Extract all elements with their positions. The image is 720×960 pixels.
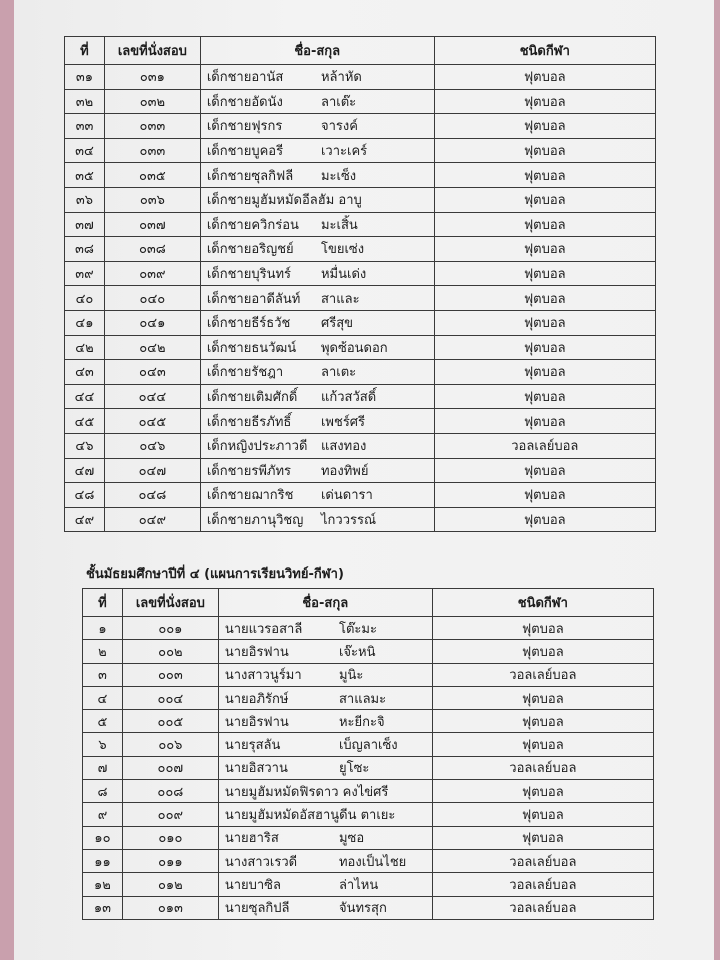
table-row — [65, 138, 656, 163]
last-name: สาแลมะ — [338, 691, 387, 707]
last-name: ล่าไหน — [338, 877, 379, 893]
first-name: นายอิสวาน — [224, 761, 288, 777]
seat-number: ๐๓๗ — [104, 212, 200, 237]
seat-number: ๐๐๓ — [122, 663, 218, 686]
sport-type: ฟุตบอล — [432, 640, 653, 663]
row-number: ๓๖ — [65, 187, 105, 212]
row-number: ๑ — [83, 617, 123, 640]
seat-number: ๐๔๓ — [104, 360, 200, 385]
first-name: เด็กชายเติมศักดิ์ — [206, 390, 298, 406]
header-num: ที่ — [65, 37, 105, 65]
student-name — [218, 640, 432, 663]
table-row — [65, 335, 656, 360]
first-name: นายแวรอสาลี — [224, 621, 303, 637]
first-name: นางสาวนูร์มา — [224, 668, 302, 684]
sport-type: วอลเลย์บอล — [432, 663, 653, 686]
first-name: เด็กชายธีรภัทธิ์ — [206, 414, 292, 430]
last-name: ทองเป็นไชย — [338, 854, 407, 870]
student-name — [218, 617, 432, 640]
last-name: เวาะเคร์ — [320, 144, 368, 160]
first-name: เด็กชายอาดีลันท์ — [206, 291, 301, 307]
sport-type: ฟุตบอล — [432, 710, 653, 733]
header-name: ชื่อ-สกุล — [200, 37, 434, 65]
student-name — [200, 261, 434, 286]
last-name: มะเสิ้น — [320, 217, 358, 233]
table-row — [83, 756, 654, 779]
table-row — [65, 310, 656, 335]
sport-type: ฟุตบอล — [434, 507, 655, 532]
seat-number: ๐๓๖ — [104, 187, 200, 212]
sport-type: ฟุตบอล — [434, 65, 655, 90]
table-row — [65, 360, 656, 385]
row-number: ๔๐ — [65, 286, 105, 311]
sport-type: ฟุตบอล — [434, 335, 655, 360]
student-name — [200, 237, 434, 262]
header-name: ชื่อ-สกุล — [218, 589, 432, 617]
first-name: เด็กชายธนวัฒน์ — [206, 340, 297, 356]
table-row — [65, 507, 656, 532]
last-name: โต๊ะมะ — [338, 621, 377, 637]
table-row — [65, 163, 656, 188]
first-name: เด็กชายรพีภัทร — [206, 463, 292, 479]
table-row — [65, 433, 656, 458]
last-name: หะยีกะจิ — [338, 714, 385, 730]
table-row — [65, 409, 656, 434]
seat-number: ๐๓๓ — [104, 114, 200, 139]
first-name: นายอิรฟาน — [224, 714, 289, 730]
student-name — [218, 873, 432, 896]
last-name: เพชร์ศรี — [320, 414, 366, 430]
row-number: ๙ — [83, 803, 123, 826]
last-name: มูนิะ — [338, 668, 364, 684]
row-number: ๑๓ — [83, 896, 123, 919]
sport-type: ฟุตบอล — [434, 114, 655, 139]
table-row — [65, 114, 656, 139]
seat-number: ๐๐๕ — [122, 710, 218, 733]
header-sport: ชนิดกีฬา — [432, 589, 653, 617]
seat-number: ๐๓๙ — [104, 261, 200, 286]
first-name: เด็กชายอัดนัง — [206, 94, 283, 110]
header-seat: เลขที่นั่งสอบ — [122, 589, 218, 617]
sport-type: ฟุตบอล — [434, 138, 655, 163]
seat-number: ๐๓๒ — [104, 89, 200, 114]
last-name: จันทรสุก — [338, 901, 387, 917]
sport-type: ฟุตบอล — [434, 384, 655, 409]
sport-type: ฟุตบอล — [434, 261, 655, 286]
first-name: เด็กชายมูฮัมหมัดอีลฮัม — [206, 193, 335, 209]
table-row — [83, 780, 654, 803]
last-name: โขยเซ่ง — [320, 242, 365, 258]
sport-type: ฟุตบอล — [434, 483, 655, 508]
row-number: ๔๔ — [65, 384, 105, 409]
student-name — [200, 433, 434, 458]
first-name: นายอภิรักษ์ — [224, 691, 289, 707]
seat-number: ๐๐๙ — [122, 803, 218, 826]
sport-type: วอลเลย์บอล — [434, 433, 655, 458]
student-name — [200, 483, 434, 508]
seat-number: ๐๔๕ — [104, 409, 200, 434]
sport-type: ฟุตบอล — [434, 310, 655, 335]
first-name: นายอิรฟาน — [224, 644, 289, 660]
sport-type: ฟุตบอล — [434, 163, 655, 188]
student-name — [200, 187, 434, 212]
sport-type: ฟุตบอล — [434, 89, 655, 114]
seat-number: ๐๑๒ — [122, 873, 218, 896]
seat-number: ๐๑๐ — [122, 826, 218, 849]
row-number: ๔ — [83, 686, 123, 709]
first-name: เด็กชายบุรินทร์ — [206, 267, 292, 283]
student-table-1 — [64, 36, 656, 532]
row-number: ๘ — [83, 780, 123, 803]
sport-type: ฟุตบอล — [432, 803, 653, 826]
row-number: ๔๒ — [65, 335, 105, 360]
seat-number: ๐๐๘ — [122, 780, 218, 803]
sport-type: ฟุตบอล — [434, 237, 655, 262]
seat-number: ๐๑๓ — [122, 896, 218, 919]
table-row — [83, 733, 654, 756]
table-row — [83, 826, 654, 849]
seat-number: ๐๐๖ — [122, 733, 218, 756]
table-row — [83, 710, 654, 733]
row-number: ๔๘ — [65, 483, 105, 508]
student-name — [200, 310, 434, 335]
sport-type: ฟุตบอล — [434, 458, 655, 483]
table-row — [65, 89, 656, 114]
row-number: ๑๑ — [83, 849, 123, 872]
row-number: ๓๘ — [65, 237, 105, 262]
student-name — [200, 335, 434, 360]
last-name: พุดซ้อนดอก — [320, 340, 388, 356]
row-number: ๑๒ — [83, 873, 123, 896]
first-name: เด็กชายบูคอรี — [206, 144, 284, 160]
first-name: เด็กชายฌากริช — [206, 488, 294, 504]
last-name: หมื่นเด่ง — [320, 267, 367, 283]
sport-type: ฟุตบอล — [432, 617, 653, 640]
last-name: แก้วสวัสดิ์ — [320, 390, 377, 406]
first-name: นายมูฮัมหมัดอัสฮานูดีน ตาเยะ — [224, 808, 396, 824]
student-name — [218, 826, 432, 849]
sport-type: วอลเลย์บอล — [432, 873, 653, 896]
sport-type: วอลเลย์บอล — [432, 849, 653, 872]
first-name: เด็กหญิงประภาวดี — [206, 439, 308, 455]
student-name — [200, 360, 434, 385]
student-name — [218, 849, 432, 872]
row-number: ๓๔ — [65, 138, 105, 163]
row-number: ๓๑ — [65, 65, 105, 90]
sport-type: วอลเลย์บอล — [432, 896, 653, 919]
seat-number: ๐๔๐ — [104, 286, 200, 311]
seat-number: ๐๔๑ — [104, 310, 200, 335]
first-name: เด็กชายภานุวิชญ — [206, 512, 304, 528]
last-name: มะเซ็ง — [320, 168, 357, 184]
table-row — [65, 384, 656, 409]
seat-number: ๐๔๔ — [104, 384, 200, 409]
row-number: ๔๓ — [65, 360, 105, 385]
seat-number: ๐๐๒ — [122, 640, 218, 663]
row-number: ๔๙ — [65, 507, 105, 532]
student-name — [200, 65, 434, 90]
student-name — [218, 803, 432, 826]
student-name — [200, 114, 434, 139]
sport-type: วอลเลย์บอล — [432, 756, 653, 779]
seat-number: ๐๔๗ — [104, 458, 200, 483]
seat-number: ๐๓๕ — [104, 163, 200, 188]
table-row — [83, 617, 654, 640]
student-name — [218, 780, 432, 803]
student-name — [218, 733, 432, 756]
sport-type: ฟุตบอล — [434, 409, 655, 434]
row-number: ๑๐ — [83, 826, 123, 849]
first-name: เด็กชายอานัส — [206, 70, 284, 86]
student-name — [200, 89, 434, 114]
table-row — [65, 261, 656, 286]
seat-number: ๐๐๗ — [122, 756, 218, 779]
table-row — [65, 65, 656, 90]
seat-number: ๐๔๒ — [104, 335, 200, 360]
seat-number: ๐๓๘ — [104, 237, 200, 262]
student-name — [200, 384, 434, 409]
seat-number: ๐๓๓ — [104, 138, 200, 163]
student-name — [200, 409, 434, 434]
last-name: แสงทอง — [320, 439, 367, 455]
header-sport: ชนิดกีฬา — [434, 37, 655, 65]
row-number: ๔๖ — [65, 433, 105, 458]
first-name: เด็กชายอริญชย์ — [206, 242, 294, 258]
last-name: ลาเต๊ะ — [320, 94, 357, 110]
student-name — [200, 286, 434, 311]
table-header-row — [65, 37, 656, 65]
last-name: ศรีสุข — [320, 316, 354, 332]
table-row — [83, 686, 654, 709]
row-number: ๓๓ — [65, 114, 105, 139]
first-name: เด็กชายฟุรกร — [206, 119, 283, 135]
table-row — [65, 212, 656, 237]
table-row — [65, 237, 656, 262]
last-name: จารงค์ — [320, 119, 358, 135]
student-name — [218, 756, 432, 779]
header-seat: เลขที่นั่งสอบ — [104, 37, 200, 65]
table-row — [83, 640, 654, 663]
first-name: นายฮาริส — [224, 831, 279, 847]
table-row — [65, 458, 656, 483]
seat-number: ๐๑๑ — [122, 849, 218, 872]
first-name: นายมูฮัมหมัดฟิรดาว คงไข่ศรี — [224, 784, 389, 800]
last-name: มูซอ — [338, 831, 365, 847]
first-name: เด็กชายธีร์ธวัช — [206, 316, 291, 332]
seat-number: ๐๓๑ — [104, 65, 200, 90]
table-row — [83, 849, 654, 872]
student-name — [218, 896, 432, 919]
first-name: นายรุสลัน — [224, 738, 281, 754]
table-row — [65, 187, 656, 212]
last-name: สาและ — [320, 291, 360, 307]
seat-number: ๐๐๑ — [122, 617, 218, 640]
last-name: ไกววรรณ์ — [320, 512, 377, 528]
row-number: ๓๗ — [65, 212, 105, 237]
row-number: ๓๙ — [65, 261, 105, 286]
last-name: ทองทิพย์ — [320, 463, 369, 479]
first-name: เด็กชายรัชฎา — [206, 365, 284, 381]
student-name — [218, 686, 432, 709]
first-name: นายซุลกิปลี — [224, 901, 290, 917]
seat-number: ๐๐๔ — [122, 686, 218, 709]
first-name: เด็กชายซุลกิฟลี — [206, 168, 294, 184]
last-name: ลาเตะ — [320, 365, 357, 381]
student-name — [200, 138, 434, 163]
table-row — [83, 663, 654, 686]
sport-type: ฟุตบอล — [434, 212, 655, 237]
row-number: ๔๕ — [65, 409, 105, 434]
last-name: ยูโซะ — [338, 761, 370, 777]
table-row — [65, 286, 656, 311]
last-name: หล้าหัด — [320, 70, 362, 86]
seat-number: ๐๔๖ — [104, 433, 200, 458]
sport-type: ฟุตบอล — [434, 286, 655, 311]
seat-number: ๐๔๙ — [104, 507, 200, 532]
first-name: นายบาซิล — [224, 877, 281, 893]
sport-type: ฟุตบอล — [434, 187, 655, 212]
row-number: ๔๗ — [65, 458, 105, 483]
sport-type: ฟุตบอล — [432, 733, 653, 756]
student-table-2 — [82, 588, 654, 920]
row-number: ๖ — [83, 733, 123, 756]
row-number: ๓๕ — [65, 163, 105, 188]
header-num: ที่ — [83, 589, 123, 617]
student-name — [200, 163, 434, 188]
table-row — [83, 803, 654, 826]
first-name: นางสาวเรวดี — [224, 854, 298, 870]
last-name: เจ๊ะหนิ — [338, 644, 376, 660]
student-name — [218, 710, 432, 733]
table-row — [65, 483, 656, 508]
row-number: ๕ — [83, 710, 123, 733]
row-number: ๗ — [83, 756, 123, 779]
last-name: เบ็ญลาเซ็ง — [338, 738, 398, 754]
row-number: ๓๒ — [65, 89, 105, 114]
last-name: เด่นดารา — [320, 488, 373, 504]
row-number: ๒ — [83, 640, 123, 663]
table-row — [83, 896, 654, 919]
student-name — [200, 507, 434, 532]
table-row — [83, 873, 654, 896]
student-name — [200, 212, 434, 237]
seat-number: ๐๔๘ — [104, 483, 200, 508]
table-header-row — [83, 589, 654, 617]
sport-type: ฟุตบอล — [432, 780, 653, 803]
sport-type: ฟุตบอล — [434, 360, 655, 385]
student-name — [218, 663, 432, 686]
row-number: ๓ — [83, 663, 123, 686]
section-caption: ชั้นมัธยมศึกษาปีที่ ๔ (แผนการเรียนวิทย์-กีฬา) — [86, 567, 344, 582]
first-name: เด็กชายควิกร่อน — [206, 217, 299, 233]
row-number: ๔๑ — [65, 310, 105, 335]
sport-type: ฟุตบอล — [432, 686, 653, 709]
last-name: อาบู — [338, 193, 362, 209]
student-name — [200, 458, 434, 483]
sport-type: ฟุตบอล — [432, 826, 653, 849]
